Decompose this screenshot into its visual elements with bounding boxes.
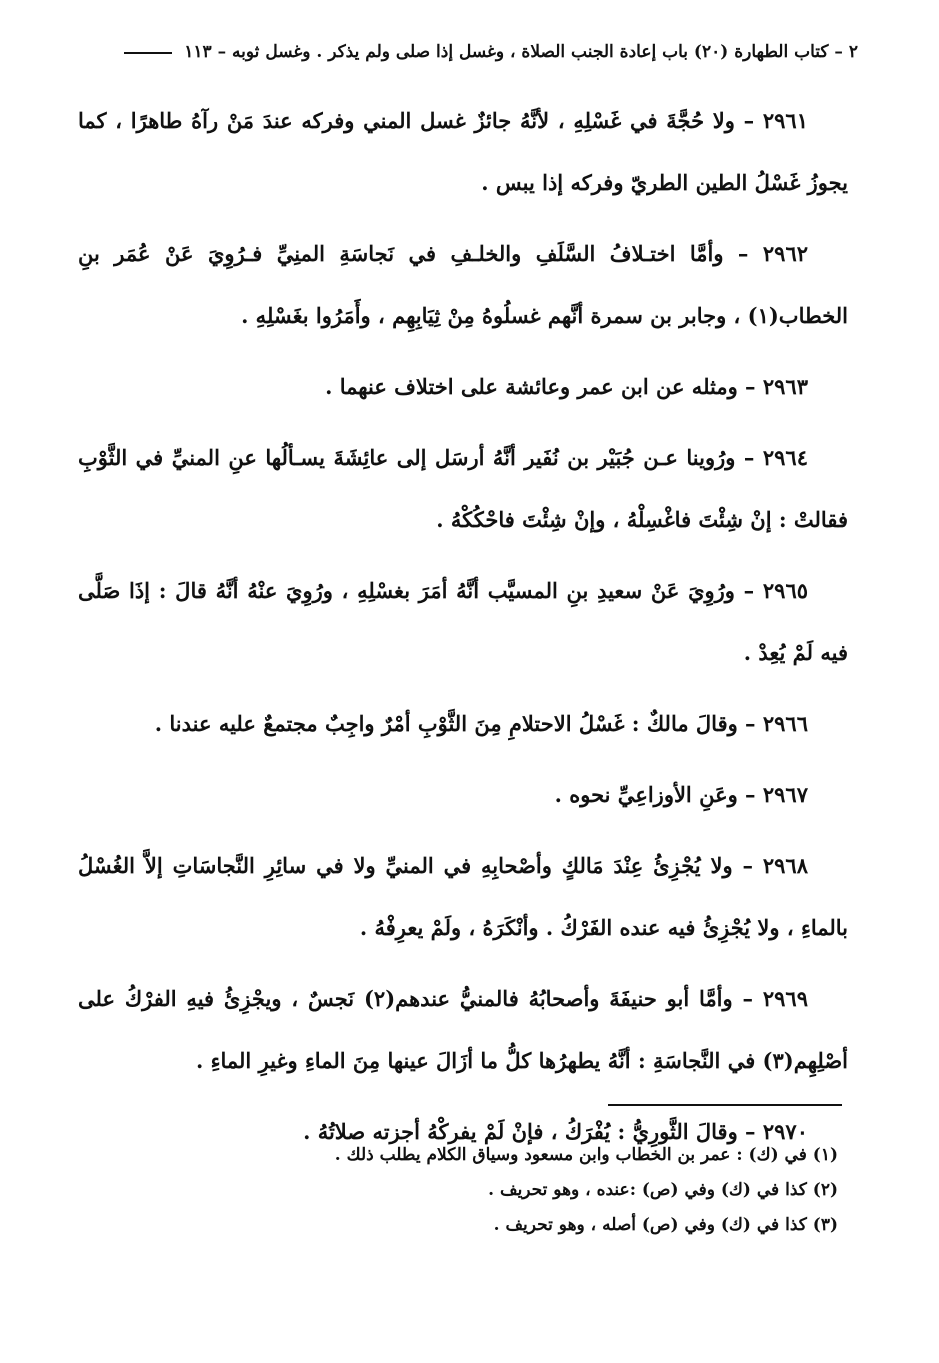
paragraph-2963 (78, 356, 848, 418)
paragraph-text: – ومثله عن ابن عمر وعائشة على اختلاف عنهما . (325, 374, 756, 399)
paragraph-number: ٢٩٦٤ (762, 445, 808, 470)
paragraph-2969 (78, 968, 848, 1092)
footnote-1: (١) في (ك) : عمر بن الخطاب وابن مسعود وسياق الكلام يطلب ذلك . (334, 1145, 838, 1165)
running-header (88, 36, 858, 68)
paragraph-number: ٢٩٦٧ (762, 782, 808, 807)
footnotes (100, 1138, 838, 1243)
paragraph-number: ٢٩٦٨ (762, 853, 808, 878)
paragraph-2962 (78, 223, 848, 347)
paragraph-2967 (78, 764, 848, 826)
paragraph-number: ٢٩٦١ (762, 108, 808, 133)
paragraph-number: ٢٩٦٩ (762, 986, 808, 1011)
paragraph-text: – ورُوينا عـن جُبَيْر بن نُفَير أنَّهُ أرسَل إلى عائِشَةَ يسـألُها عنِ المنيِّ في الثَّوْبِ فقالتْ : إنْ شِئْتَ فاغْسِلْهُ ، وإنْ شِئْتَ فاحْكُكْهُ . (78, 445, 848, 532)
paragraph-number: ٢٩٦٢ (762, 241, 809, 266)
footnote-divider (608, 1104, 842, 1106)
paragraph-number: ٢٩٦٣ (762, 374, 808, 399)
paragraph-text: – وقالَ مالكٌ : غَسْلُ الاحتلامِ مِنَ الثَّوْبِ أمْرٌ واجِبٌ مجتمعٌ عليه عندنا . (154, 711, 756, 736)
paragraph-text: – وعَنِ الأوزاعِيِّ نحوه . (554, 782, 756, 807)
main-text (78, 90, 848, 1172)
footnote-2: (٢) كذا في (ك) وفي (ص) :عنده ، وهو تحريف . (488, 1180, 838, 1200)
paragraph-text: – وأمَّا أبو حنيفَةَ وأصحابُهُ فالمنيُّ عندهم(٢) نَجسٌ ، ويجْزِئُ فيهِ الفرْكُ على أصْلِهِم(٣) في النَّجاسَةِ : أنَّهُ يطهرُها كلُّ ما أزَالَ عينها مِنَ الماءِ وغيرِ الماءِ . (78, 986, 848, 1073)
paragraph-text: – ولا حُجَّةَ في غَسْلِهِ ، لأنَّهُ جائزٌ غسل المني وفركه عندَ مَنْ رآهُ طاهرًا ، كما يجوزُ غَسْلُ الطين الطريّ وفركه إذا يبس . (78, 108, 848, 195)
paragraph-text: – وقالَ الثَّورِيُّ : يُفْرَكُ ، فإنْ لَمْ يفركْهُ أجزته صلاتُهُ . (303, 1119, 756, 1144)
paragraph-2965 (78, 560, 848, 684)
paragraph-text: – ورُوِيَ عَنْ سعيدِ بنِ المسيَّب أنَّهُ أمَرَ بغسْلِهِ ، ورُوِيَ عنْهُ أنَّهُ قالَ : إذَا صَلَّى فيه لَمْ يُعِدْ . (78, 578, 848, 665)
paragraph-2966 (78, 693, 848, 755)
header-rule (124, 52, 172, 54)
paragraph-number: ٢٩٧٠ (762, 1119, 808, 1144)
paragraph-text: – وأمَّا اختـلافُ السَّلَفِ والخلـفِ في نَجاسَةِ المنِيِّ فـرُوِيَ عَنْ عُمَر بنِ الخطاب(١) ، وجابر بن سمرة أنَّهم غسلُوهُ مِنْ ثِيَابِهِم ، وأَمَرُوا بغَسْلِهِ . (78, 241, 848, 328)
paragraph-2968 (78, 835, 848, 959)
paragraph-2964 (78, 427, 848, 551)
header-text: ٢ – كتاب الطهارة (٢٠) باب إعادة الجنب الصلاة ، وغسل إذا صلى ولم يذكر . وغسل ثوبه – ١١٣ (184, 42, 858, 62)
paragraph-text: – ولا يُجْزِئُ عِنْدَ مَالكٍ وأصْحابِهِ في المنيِّ ولا في سائِرِ النَّجاسَاتِ إلاَّ الغُسْلُ بالماءِ ، ولا يُجْزِئُ فيه عنده الفَرْكُ . وأنْكَرَهُ ، ولَمْ يعرِفْهُ . (78, 853, 848, 940)
paragraph-number: ٢٩٦٦ (762, 711, 808, 736)
footnote-3: (٣) كذا في (ك) وفي (ص) أصله ، وهو تحريف . (493, 1215, 838, 1235)
paragraph-2961 (78, 90, 848, 214)
paragraph-number: ٢٩٦٥ (762, 578, 809, 603)
